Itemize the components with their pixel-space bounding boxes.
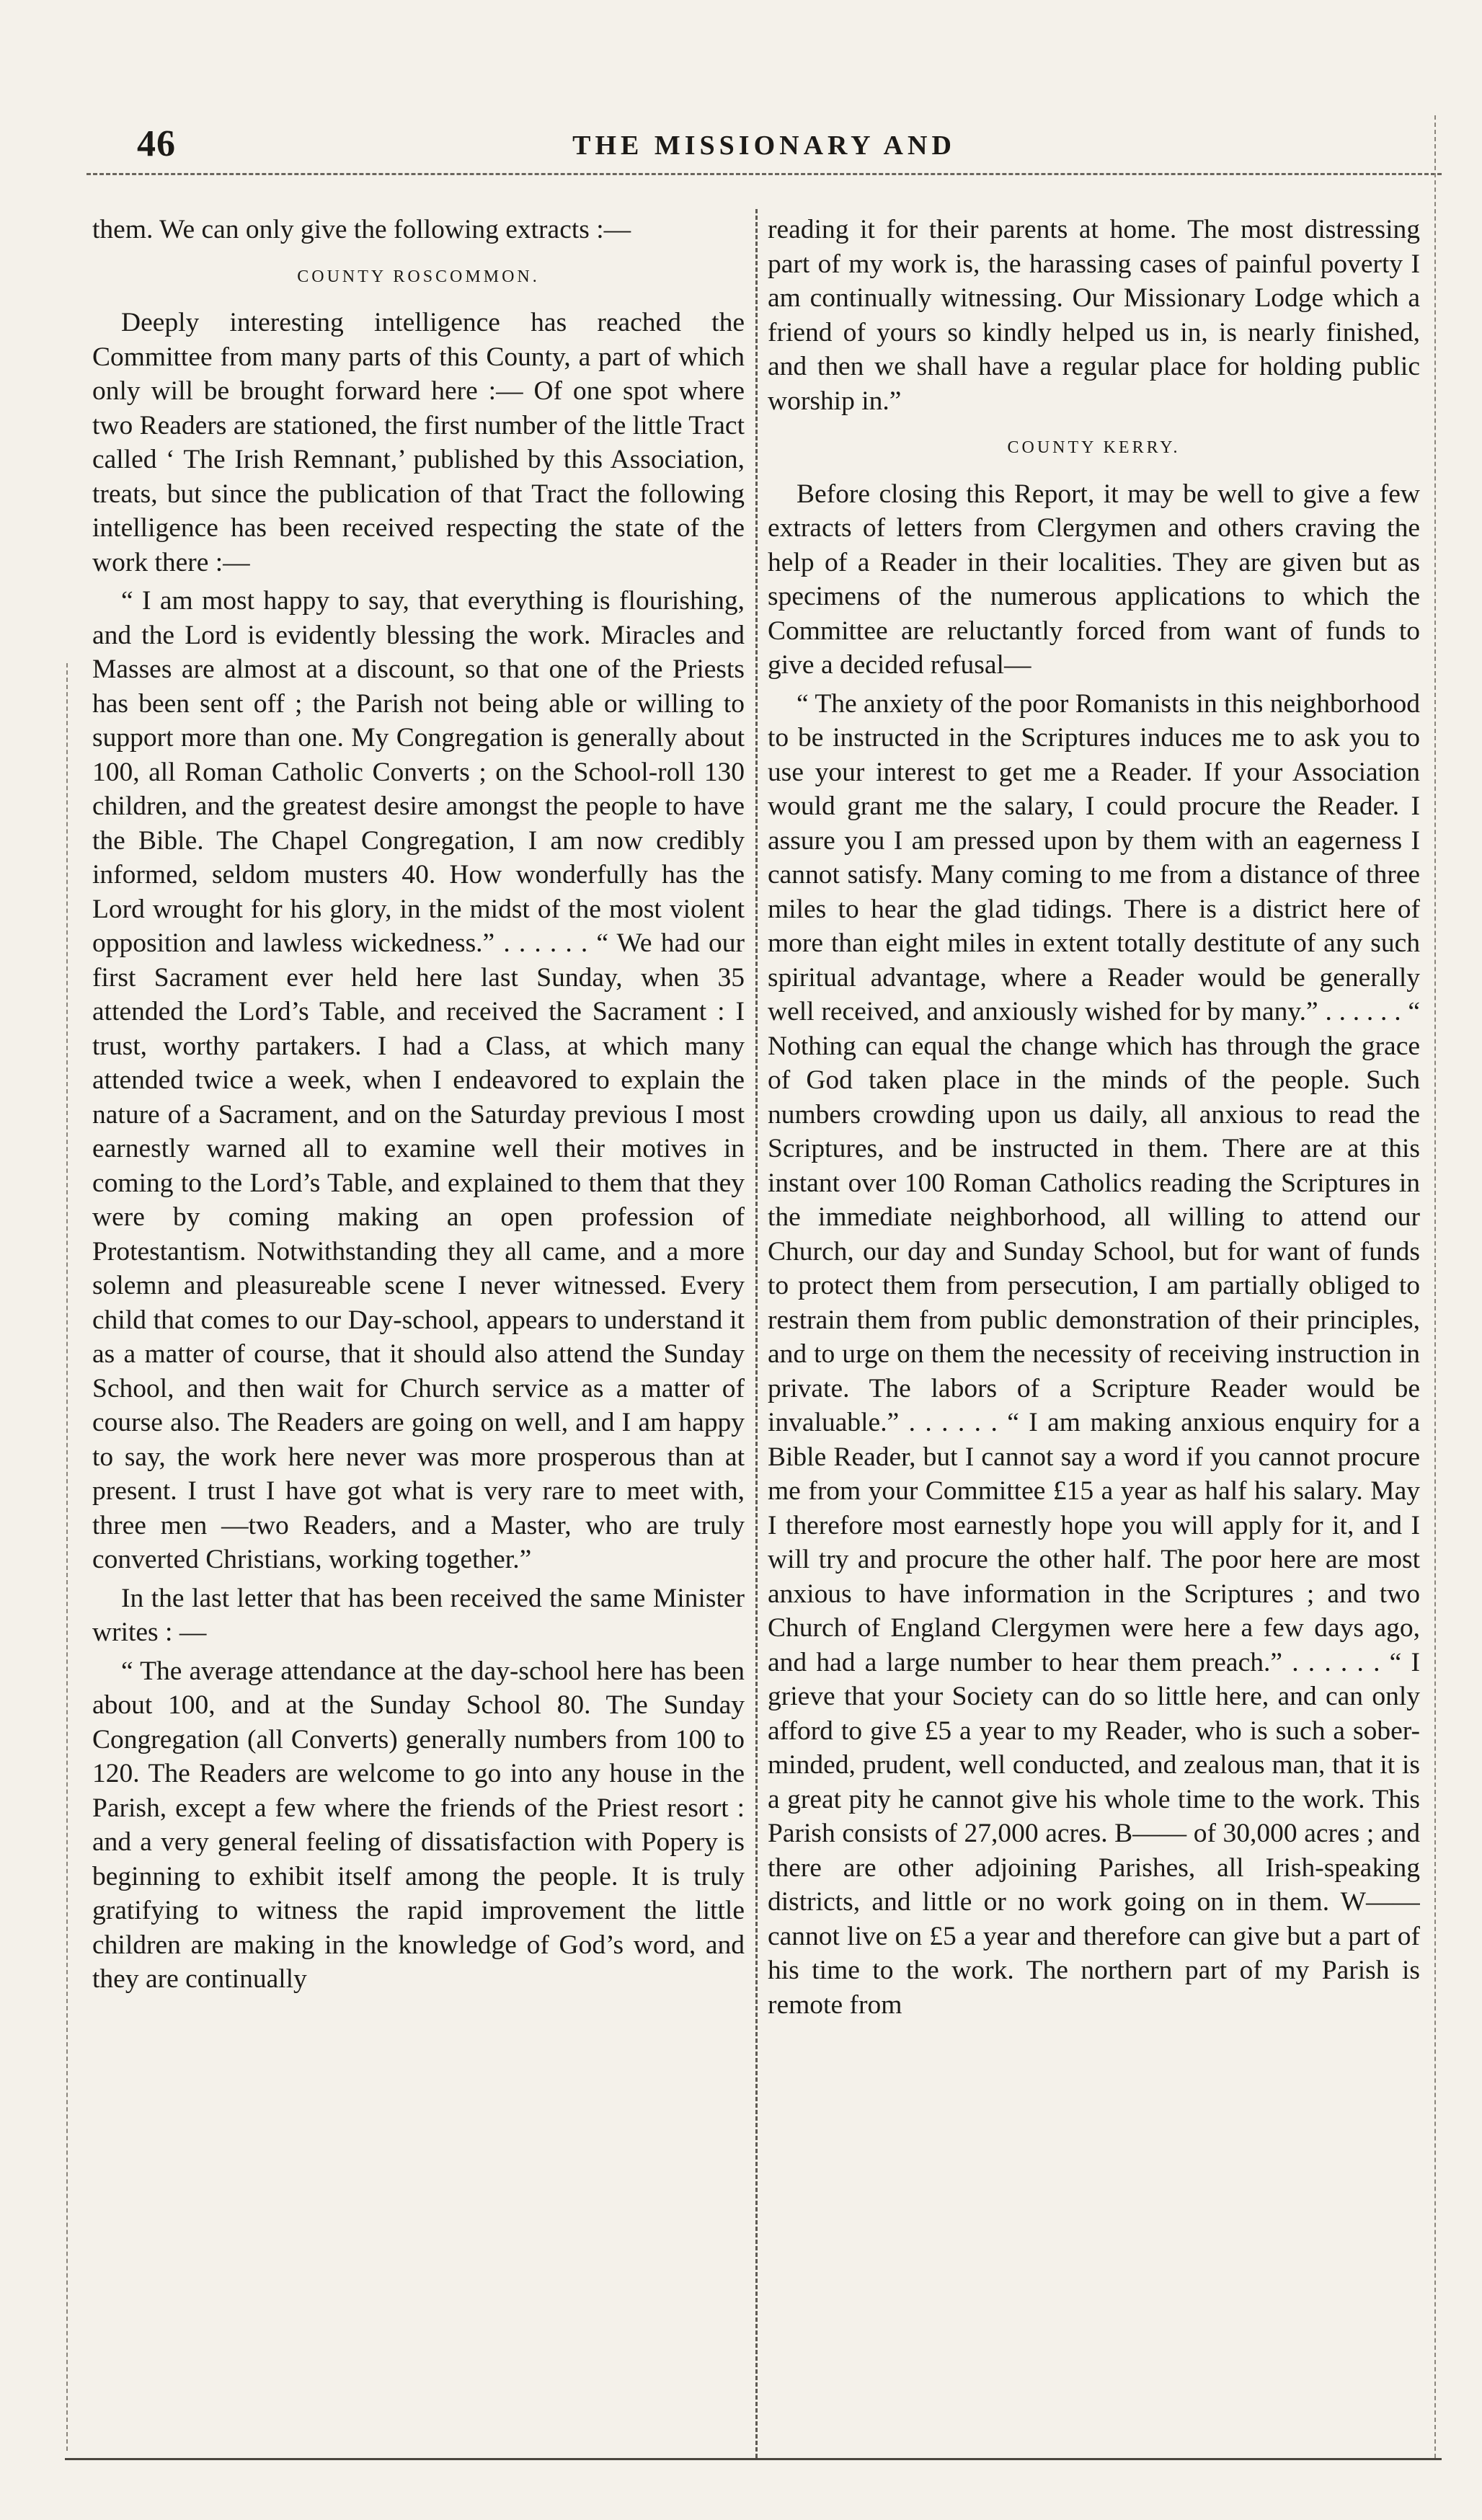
left-margin-rule bbox=[66, 663, 68, 2451]
paragraph: them. We can only give the following extracts :— bbox=[92, 215, 631, 244]
right-margin-rule bbox=[1434, 115, 1436, 2458]
page-number: 46 bbox=[137, 123, 176, 164]
right-column bbox=[768, 213, 1420, 2447]
section-heading-roscommon: COUNTY ROSCOMMON. bbox=[297, 267, 540, 286]
running-title: THE MISSIONARY AND bbox=[572, 130, 956, 161]
paragraph: Before closing this Report, it may be well to give a few extracts of letters from Clergymen and others craving the help of a Reader in their localities. They are given but as specimens of the numerous applications to which the Committee are reluctantly forced from want of funds to give a decided refusal— bbox=[768, 479, 1420, 680]
bottom-rule bbox=[65, 2458, 1442, 2460]
section-heading-kerry: COUNTY KERRY. bbox=[1007, 438, 1181, 457]
paragraph: Deeply interesting intelligence has reached the Committee from many parts of this County, a part of which only will be brought forward here :— Of one spot where two Readers are stationed, the first number of the little Tract called ‘ The Irish Remnant,’ published by this Association, treats, but since the publication of that Tract the following intelligence has been received respecting the state of the work there :— bbox=[92, 308, 745, 577]
quoted-letter: “ I am most happy to say, that everything is flourishing, and the Lord is evidently blessing the work. Miracles and Masses are almost at a discount, so that one of the Priests has been sent off ; the Parish not being able or willing to support more than one. My Congregation is generally about 100, all Roman Catholic Converts ; on the School-roll 130 children, and the greatest desire amongst the people to have the Bible. The Chapel Congregation, I am now credibly informed, seldom musters 40. How wonderfully has the Lord wrought for his glory, in the midst of the most violent opposition and lawless wickedness.” . . . . . . “ We had our first Sacrament ever held here last Sunday, when 35 attended the Lord’s Table, and received the Sacrament : I trust, worthy partakers. I had a Class, at which many attended twice a week, when I endeavored to explain the nature of a Sacrament, and on the Saturday previous I most earnestly warned all to examine well their motives in coming to the Lord’s Table, and explained to them that they were by coming making an open profession of Protestantism. Notwithstanding they all came, and a more solemn and pleasureable scene I never witnessed. Every child that comes to our Day-school, appears to understand it as a matter of course, that it should also attend the Sunday School, and then wait for Church service as a matter of course also. The Readers are going on well, and I am happy to say, the work here never was more prosperous than at present. I trust I have got what is very rare to meet with, three men —two Readers, and a Master, who are truly converted Christians, working together.” bbox=[92, 586, 745, 1574]
paragraph: In the last letter that has been received the same Minister writes : — bbox=[92, 1583, 745, 1647]
column-divider bbox=[755, 209, 758, 2458]
quoted-letter: “ The average attendance at the day-school here has been about 100, and at the Sunday School 80. The Sunday Congregation (all Converts) generally numbers from 100 to 120. The Readers are welcome to go into any house in the Parish, except a few where the friends of the Priest resort : and a very general feeling of dissatisfaction with Popery is beginning to exhibit itself among the people. It is truly gratifying to witness the rapid improvement the little children are making in the knowledge of God’s word, and they are continually bbox=[92, 1656, 745, 1994]
paragraph-continuation: reading it for their parents at home. The most distressing part of my work is, the harassing cases of painful poverty I am continually witnessing. Our Missionary Lodge which a friend of yours so kindly helped us in, is nearly finished, and then we shall have a regular place for holding public worship in.” bbox=[768, 215, 1420, 416]
quoted-letter: “ The anxiety of the poor Romanists in this neighborhood to be instructed in the Scriptures induces me to ask you to use your interest to get me a Reader. If your Association would grant me the salary, I could procure the Reader. I assure you I am pressed upon by them with an eagerness I cannot satisfy. Many coming to me from a distance of three miles to hear the glad tidings. There is a district here of more than eight miles in extent totally destitute of any such spiritual advantage, where a Reader would be generally well received, and anxiously wished for by many.” . . . . . . “ Nothing can equal the change which has through the grace of God taken place in the minds of the people. Such numbers crowding upon us daily, all anxious to read the Scriptures, and be instructed in them. There are at this instant over 100 Roman Catholics reading the Scriptures in the immediate neighborhood, all willing to attend our Church, our day and Sunday School, but for want of funds to protect them from persecution, I am partially obliged to restrain them from public demonstration of their principles, and to urge on them the necessity of receiving instruction in private. The labors of a Scripture Reader would be invaluable.” . . . . . . “ I am making anxious enquiry for a Bible Reader, but I cannot say a word if you cannot procure me from your Committee £15 a year as half his salary. May I therefore most earnestly hope you will apply for it, and I will try and procure the other half. The poor here are most anxious to have information in the Scriptures ; and two Church of England Clergymen were here a few days ago, and had a large number to hear them preach.” . . . . . . “ I grieve that your Society can do so little here, and can only afford to give £5 a year to my Reader, who is such a sober-minded, prudent, well conducted, and zealous man, that it is a great pity he cannot give his whole time to the work. This Parish consists of 27,000 acres. B—— of 30,000 acres ; and there are other adjoining Parishes, all Irish-speaking districts, and little or no work going on in them. W—— cannot live on £5 a year and therefore can give but a part of his time to the work. The northern part of my Parish is remote from bbox=[768, 688, 1420, 2020]
running-head bbox=[86, 123, 1442, 175]
left-column bbox=[92, 213, 745, 2447]
